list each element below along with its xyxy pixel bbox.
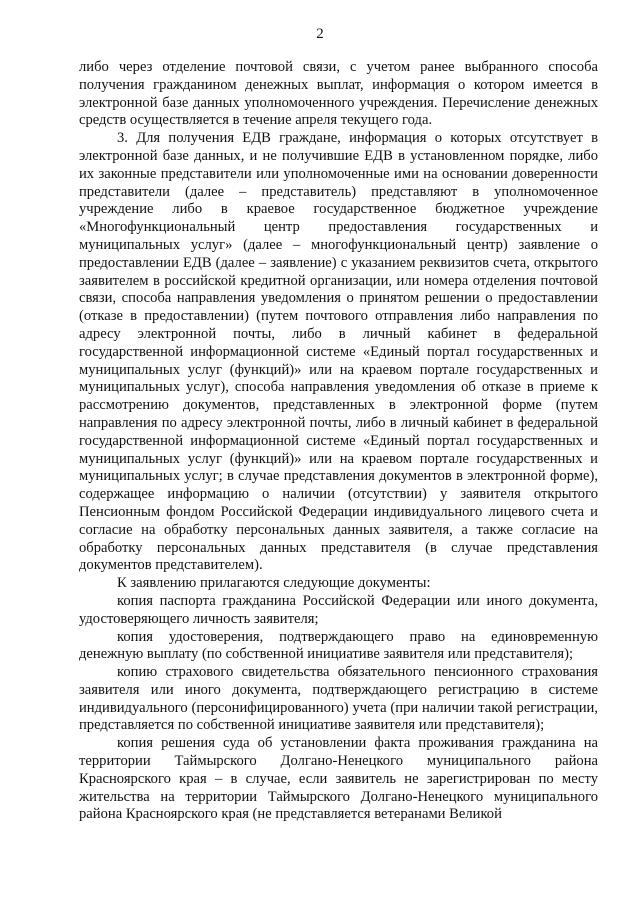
paragraph-documents-intro: К заявлению прилагаются следующие документы: [117,575,431,592]
paragraph-certificate-copy: копия удостоверения, подтверждающего право на единовременную денежную выплату (по собственной инициативе заявителя или представителя); [79,628,598,663]
paragraph-court-decision-copy: копия решения суда об установлении факта проживания гражданина на территории Таймырского Долгано-Ненецкого муниципального района Красноярского края – в случае, если заявитель не зарегистрирован по месту жительства на территории Таймырского Долгано-Ненецкого муниципального района Красноярского края (не представляется ветеранами Великой [79,735,598,823]
paragraph-item-3: 3. Для получения ЕДВ граждане, информация о которых отсутствует в электронной базе данных, и не получившие ЕДВ в установленном порядке, либо их законные представители или уполномоченные ими на основании доверенности представители (далее – представитель) представляют в уполномоченное учреждение либо в краевое государственное бюджетное учреждение «Многофункциональный центр предоставления государственных и муниципальных услуг» (далее – многофункциональный центр) заявление о предоставлении ЕДВ (далее – заявление) с указанием реквизитов счета, открытого заявителем в российской кредитной организации, или номера отделения почтовой связи, способа направления уведомления о принятом решении о предоставлении (отказе в предоставлении) (путем почтового отправления либо направления по адресу электронной почты, либо в личный кабинет в федеральной государственной информационной системе «Единый портал государственных и муниципальных услуг (функций)» или на краевом портале государственных и муниципальных услуг), способа направления уведомления об отказе в приеме к рассмотрению документов, представленных в электронной форме (путем направления по адресу электронной почты, либо в личный кабинет в федеральной государственной информационной системе «Единый портал государственных и муниципальных услуг (функций)» или на краевом портале государственных и муниципальных услуг; в случае представления документов в электронной форме), содержащее информацию о наличии (отсутствии) у заявителя открытого Пенсионным фондом Российской Федерации индивидуального лицевого счета и согласие на обработку персональных данных заявителя, а также согласие на обработку персональных данных представителя (в случае представления документов представителем). [79,130,598,574]
document-body [79,59,598,824]
paragraph-passport-copy: копия паспорта гражданина Российской Федерации или иного документа, удостоверяющего личность заявителя; [79,592,598,627]
paragraph-continuation: либо через отделение почтовой связи, с учетом ранее выбранного способа получения гражданином денежных выплат, информация о котором имеется в электронной базе данных уполномоченного учреждения. Перечисление денежных средств осуществляется в течение апреля текущего года. [79,59,598,129]
paragraph-insurance-copy: копию страхового свидетельства обязательного пенсионного страхования заявителя или иного документа, подтверждающего регистрацию в системе индивидуального (персонифицированного) учета (при наличии такой регистрации, представляется по собственной инициативе заявителя или представителя); [79,664,598,734]
page-number: 2 [316,26,324,42]
